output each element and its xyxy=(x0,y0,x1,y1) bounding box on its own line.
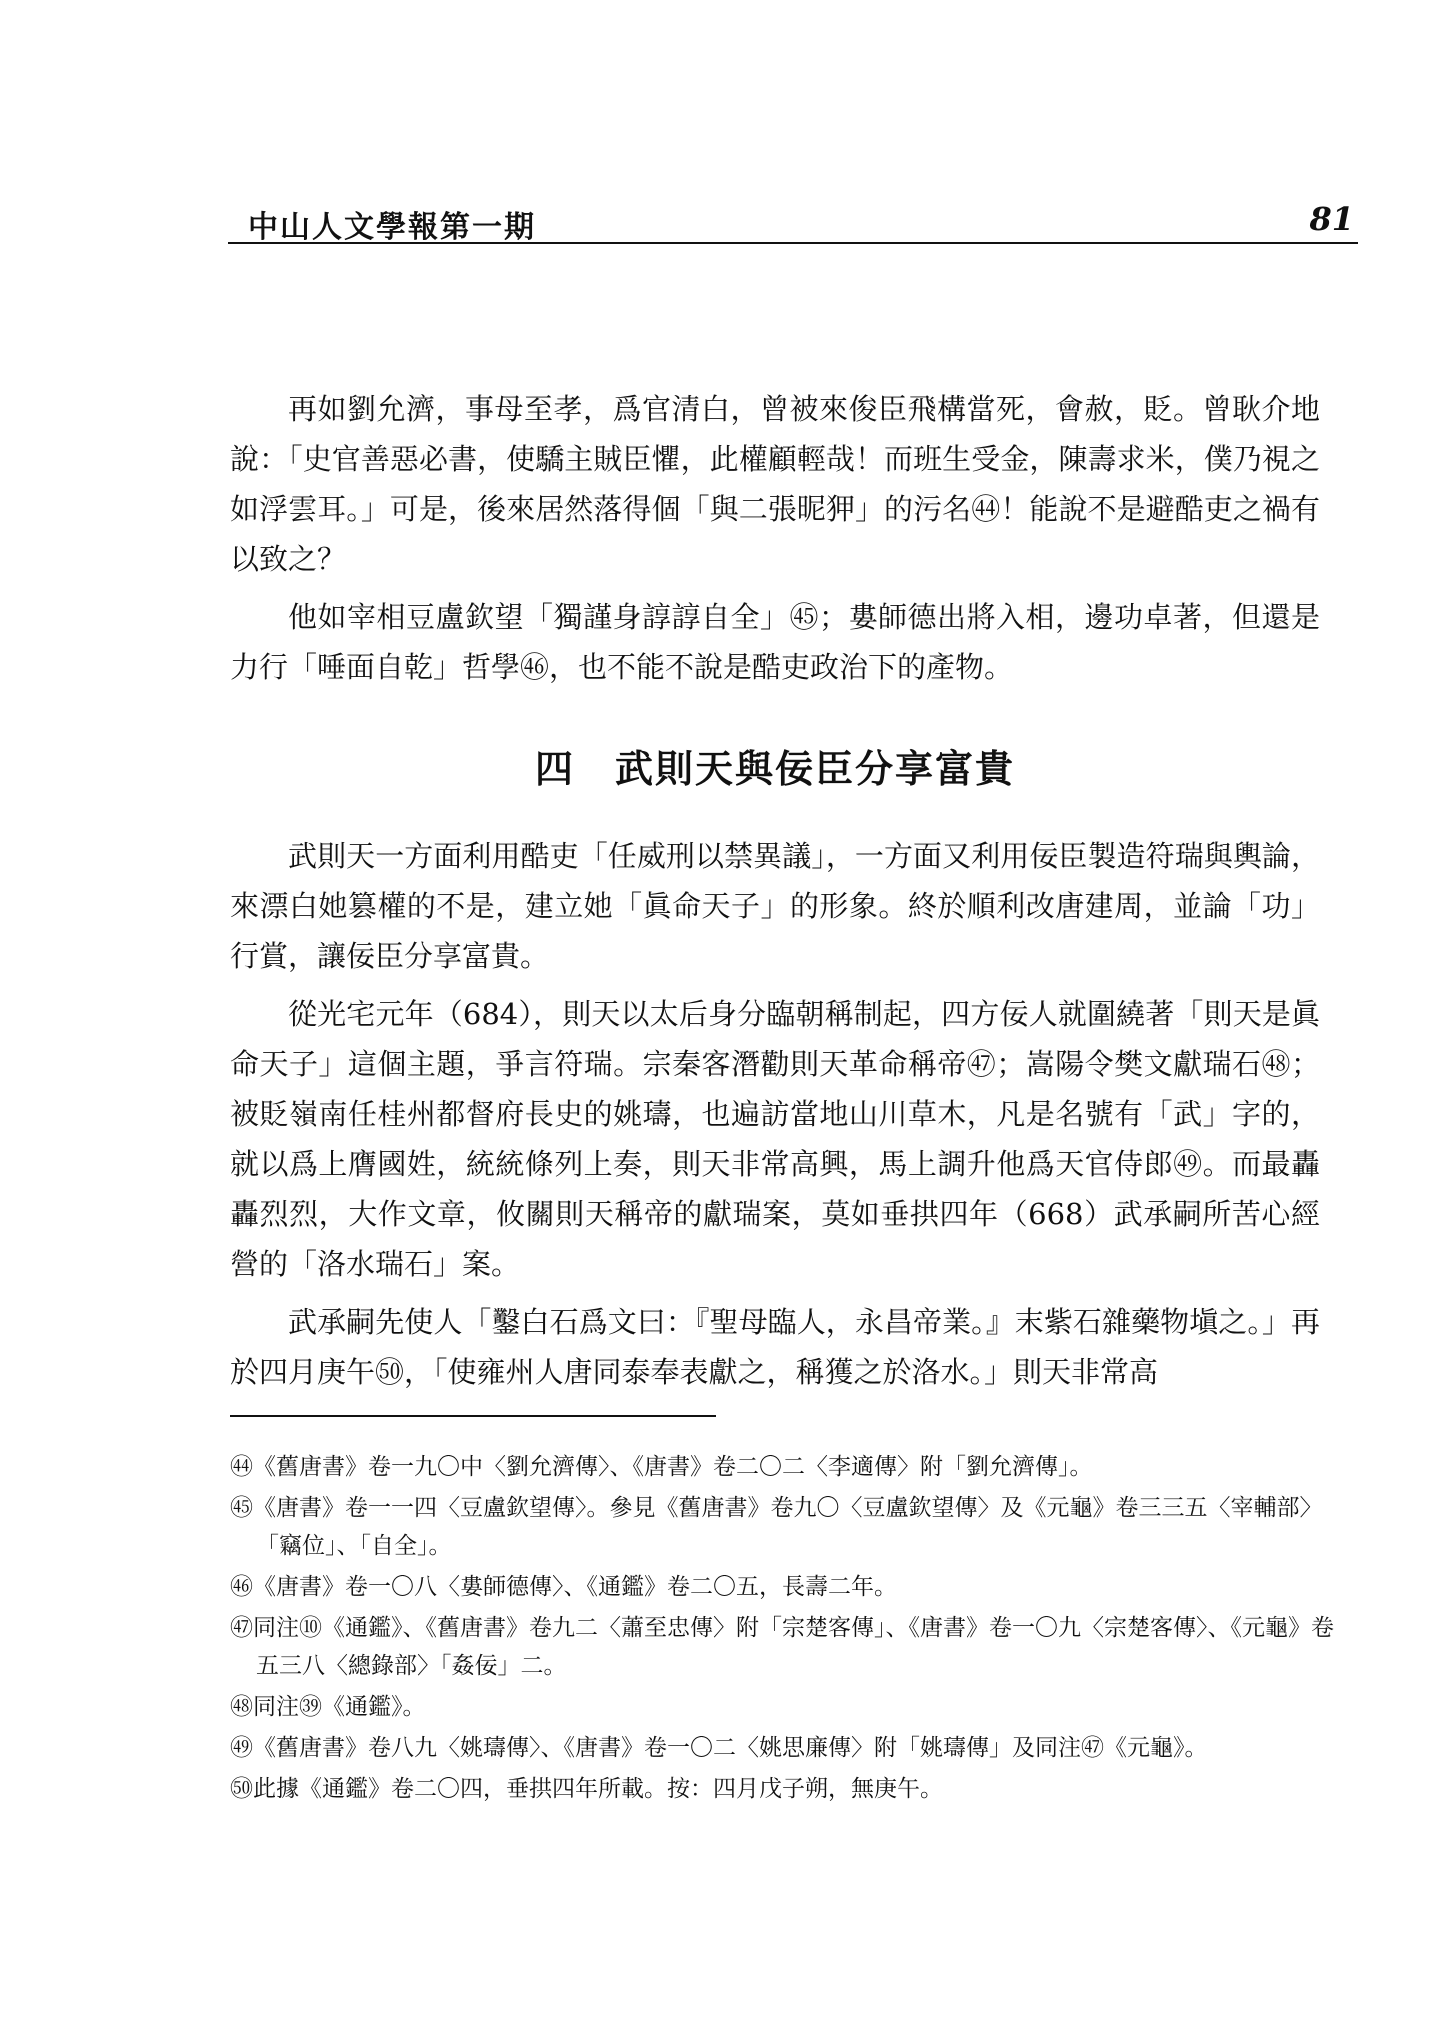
paragraph: 武承嗣先使人「鑿白石爲文曰：『聖母臨人，永昌帝業。』末紫石雜藥物塡之。」再於四月庚午㊿，「使雍州人唐同泰奉表獻之，稱獲之於洛水。」則天非常高 xyxy=(230,1305,1320,1389)
page-number: 81 xyxy=(1309,200,1354,238)
journal-title: 中山人文學報第一期 xyxy=(248,210,536,245)
paragraph: 再如劉允濟，事母至孝，爲官清白，曾被來俊臣飛構當死，會赦，貶。曾耿介地說：「史官善惡必書，使驕主賊臣懼，此權顧輕哉！而班生受金，陳壽求米，僕乃視之如浮雲耳。」可是，後來居然落得個「與二張昵狎」的污名㊹！能說不是避酷吏之禍有以致之？ xyxy=(230,392,1320,576)
paragraph: 他如宰相豆盧欽望「獨謹身諄諄自全」㊺；婁師德出將入相，邊功卓著，但還是力行「唾面自乾」哲學㊻，也不能不說是酷吏政治下的產物。 xyxy=(230,600,1320,684)
footnotes xyxy=(230,1448,1340,1811)
footnote: ㊽同注㊴《通鑑》。 xyxy=(230,1694,426,1720)
running-header xyxy=(228,200,1358,244)
section-heading xyxy=(230,738,1320,793)
body-text xyxy=(230,384,1320,1405)
section-title: 武則天與佞臣分享富貴 xyxy=(615,746,1016,791)
paragraph: 從光宅元年（684），則天以太后身分臨朝稱制起，四方佞人就圍繞著「則天是眞命天子」這個主題，爭言符瑞。宗秦客潛勸則天革命稱帝㊼；嵩陽令樊文獻瑞石㊽；被貶嶺南任桂州都督府長史的姚璹，也遍訪當地山川草木，凡是名號有「武」字的，就以爲上膺國姓，統統條列上奏，則天非常高興，馬上調升他爲天官侍郎㊾。而最轟轟烈烈，大作文章，攸關則天稱帝的獻瑞案，莫如垂拱四年（668）武承嗣所苦心經營的「洛水瑞石」案。 xyxy=(230,997,1320,1281)
footnote: ㊹《舊唐書》卷一九〇中〈劉允濟傳〉、《唐書》卷二〇二〈李適傳〉附「劉允濟傳」。 xyxy=(230,1454,1093,1480)
section-number: 四 xyxy=(534,746,575,791)
footnote: ㊺《唐書》卷一一四〈豆盧欽望傳〉。參見《舊唐書》卷九〇〈豆盧欽望傳〉及《元龜》卷三三五〈宰輔部〉「竊位」、「自全」。 xyxy=(230,1495,1323,1559)
footnote: ㊿此據《通鑑》卷二〇四，垂拱四年所載。按：四月戊子朔，無庚午。 xyxy=(230,1776,943,1802)
footnote: ㊼同注⑩《通鑑》、《舊唐書》卷九二〈蕭至忠傳〉附「宗楚客傳」、《唐書》卷一〇九〈宗楚客傳〉、《元龜》卷五三八〈總錄部〉「姦佞」二。 xyxy=(230,1615,1334,1679)
paragraph: 武則天一方面利用酷吏「任威刑以禁異議」，一方面又利用佞臣製造符瑞與輿論，來漂白她篡權的不是，建立她「眞命天子」的形象。終於順利改唐建周，並論「功」行賞，讓佞臣分享富貴。 xyxy=(230,839,1320,973)
footnote: ㊾《舊唐書》卷八九〈姚璹傳〉、《唐書》卷一〇二〈姚思廉傳〉附「姚璹傳」及同注㊼《元龜》。 xyxy=(230,1735,1208,1761)
footnote-rule xyxy=(230,1415,716,1417)
footnote: ㊻《唐書》卷一〇八〈婁師德傳〉、《通鑑》卷二〇五，長壽二年。 xyxy=(230,1574,897,1600)
